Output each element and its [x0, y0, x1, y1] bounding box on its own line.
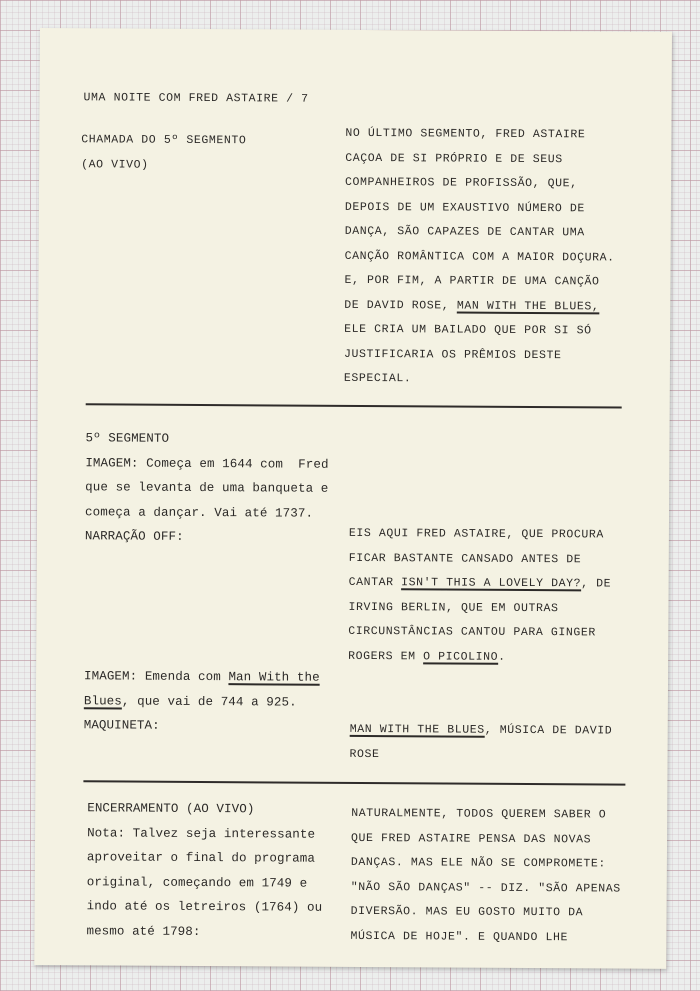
text-run: . [498, 650, 506, 664]
note-line: aproveitar o final do programa [86, 850, 316, 866]
narration-line: NATURALMENTE, TODOS QUEREM SABER O [351, 806, 607, 822]
narration-line: MÚSICA DE HOJE". E QUANDO LHE [350, 929, 569, 944]
text-run: CANTAR [348, 575, 402, 590]
section2-left [85, 426, 329, 550]
film-title: O PICOLINO [423, 649, 499, 664]
narration-line: CIRCUNSTÂNCIAS CANTOU PARA GINGER [348, 624, 596, 640]
section1-left-cue [81, 128, 246, 178]
narration-line: DANÇA, SÃO CAPAZES DE CANTAR UMA [344, 224, 585, 240]
typewritten-script-page [34, 28, 672, 969]
section2-image-note-2 [84, 664, 320, 739]
text-run: DE DAVID ROSE, [344, 298, 457, 313]
image-note-line [84, 689, 320, 715]
section-heading: ENCERRAMENTO (AO VIVO) [87, 801, 255, 817]
section3-narration [350, 802, 621, 951]
cue-line: CHAMADA DO 5º SEGMENTO [81, 133, 247, 148]
image-note-line [84, 664, 320, 690]
text-run: ROGERS EM [348, 649, 424, 663]
narration-line: "NÃO SÃO DANÇAS" -- DIZ. "SÃO APENAS [350, 880, 621, 896]
narration-line: CANÇÃO ROMÂNTICA COM A MAIOR DOÇURA. [344, 249, 615, 265]
narration-line: ESPECIAL. [343, 371, 412, 386]
note-line: original, começando em 1749 e [86, 874, 308, 891]
song-title: MAN WITH THE BLUES [349, 722, 485, 737]
page-header: UMA NOITE COM FRED ASTAIRE / 7 [83, 91, 309, 106]
section3-left [86, 796, 323, 944]
section-divider [86, 403, 622, 408]
narration-line [349, 571, 612, 597]
section2-maquineta-text [349, 718, 612, 769]
narration-line [348, 644, 611, 670]
note-line: mesmo até 1798: [86, 923, 201, 939]
narration-line: E, POR FIM, A PARTIR DE UMA CANÇÃO [344, 273, 600, 289]
text-run: IMAGEM: Emenda com [83, 669, 229, 685]
song-title: Blues [83, 693, 122, 709]
section2-narration [348, 522, 611, 671]
text-run: , MÚSICA DE DAVID [484, 723, 613, 738]
narration-line: DEPOIS DE UM EXAUSTIVO NÚMERO DE [344, 200, 585, 215]
narration-line: DIVERSÃO. MAS EU GOSTO MUITO DA [350, 904, 584, 920]
narration-line: COMPANHEIROS DE PROFISSÃO, QUE, [345, 175, 578, 191]
image-note-line: IMAGEM: Começa em 1644 com Fred [85, 455, 329, 472]
narration-line: QUE FRED ASTAIRE PENSA DAS NOVAS [351, 831, 592, 846]
narration-line: EIS AQUI FRED ASTAIRE, QUE PROCURA [348, 526, 605, 542]
maquineta-cue: MAQUINETA: [83, 718, 160, 733]
narration-cue: NARRAÇÃO OFF: [84, 529, 184, 544]
section1-narration [344, 122, 616, 393]
narration-line: ROSE [349, 747, 380, 761]
note-line: indo até os letreiros (1764) ou [86, 899, 323, 915]
image-note-line: começa a dançar. Vai até 1737. [85, 504, 314, 521]
narration-line: JUSTIFICARIA OS PRÊMIOS DESTE [343, 347, 562, 362]
section-divider [83, 780, 625, 785]
text-run: , que vai de 744 a 925. [121, 694, 297, 710]
narration-line: ELE CRIA UM BAILADO QUE POR SI SÓ [344, 322, 592, 338]
song-title: Man With the [228, 670, 320, 685]
song-title: ISN'T THIS A LOVELY DAY? [401, 576, 582, 591]
narration-line: CAÇOA DE SI PRÓPRIO E DE SEUS [345, 151, 563, 166]
narration-line [350, 718, 613, 744]
song-title: MAN WITH THE BLUES, [456, 299, 600, 313]
narration-line [344, 293, 614, 319]
narration-line: IRVING BERLIN, QUE EM OUTRAS [348, 600, 559, 615]
image-note-line: que se levanta de uma banqueta e [85, 480, 329, 496]
narration-line: FICAR BASTANTE CANSADO ANTES DE [348, 551, 582, 566]
text-run: , DE [581, 577, 612, 591]
cue-line: (AO VIVO) [81, 157, 149, 172]
narration-line: NO ÚLTIMO SEGMENTO, FRED ASTAIRE [345, 126, 586, 142]
section-heading: 5º SEGMENTO [85, 431, 170, 446]
note-line: Nota: Talvez seja interessante [87, 825, 316, 842]
narration-line: DANÇAS. MAS ELE NÃO SE COMPROMETE: [350, 855, 606, 871]
